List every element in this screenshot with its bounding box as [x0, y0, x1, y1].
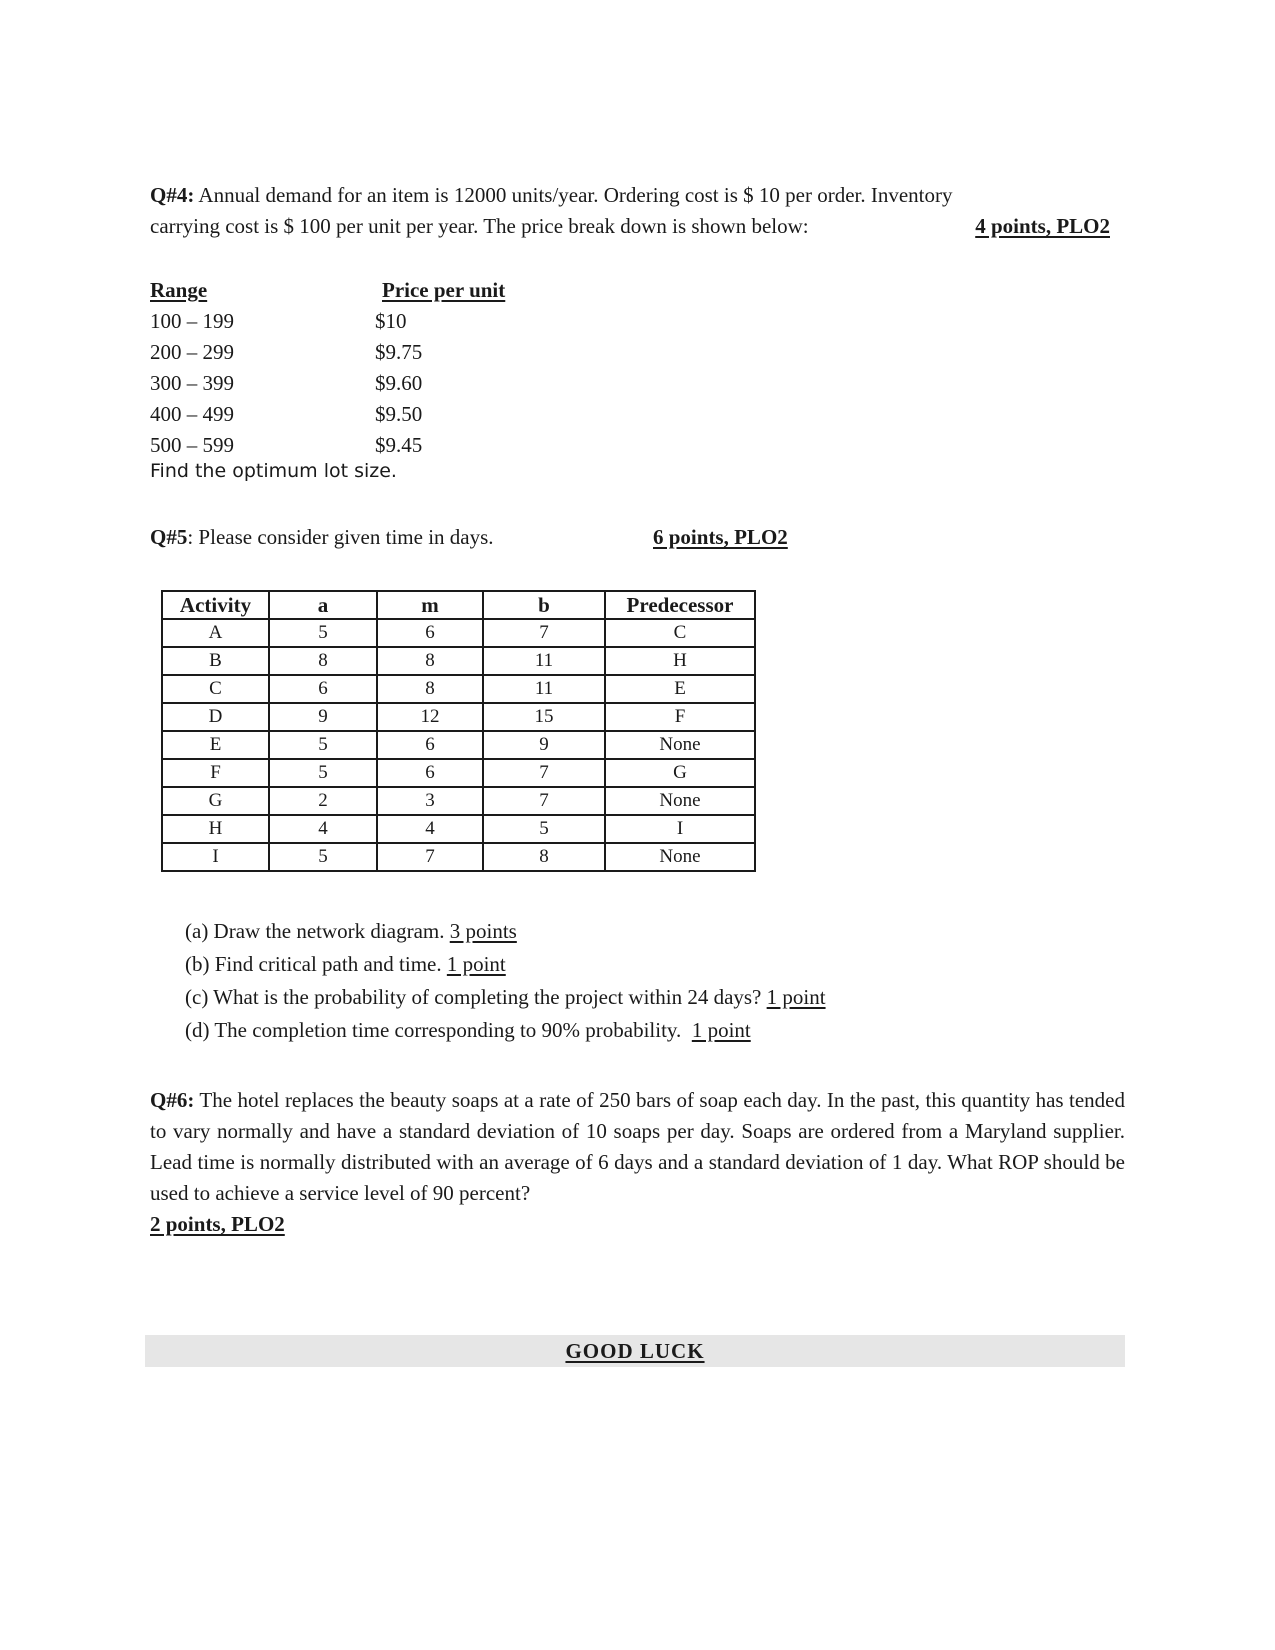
q4-label: Q#4:	[150, 183, 195, 207]
predecessor-cell: E	[605, 675, 755, 703]
part-points: 1 point	[691, 1018, 751, 1042]
b-cell: 5	[483, 815, 605, 843]
b-cell: 8	[483, 843, 605, 871]
part-text: (c) What is the probability of completing the project within 24 days?	[185, 985, 767, 1009]
m-cell: 8	[377, 675, 483, 703]
activity-cell: H	[162, 815, 269, 843]
predecessor-cell: None	[605, 731, 755, 759]
a-cell: 5	[269, 759, 377, 787]
price-cell: $9.50	[375, 402, 423, 426]
m-cell: 6	[377, 731, 483, 759]
part-text: (a) Draw the network diagram.	[185, 919, 450, 943]
b-cell: 15	[483, 703, 605, 731]
range-cell: 400 – 499	[150, 402, 234, 426]
part-points: 3 points	[449, 919, 517, 943]
activity-table-header	[162, 591, 755, 619]
predecessor-cell: C	[605, 619, 755, 647]
m-cell: 4	[377, 815, 483, 843]
price-row	[150, 399, 550, 430]
b-cell: 7	[483, 787, 605, 815]
table-row	[162, 787, 755, 815]
a-cell: 4	[269, 815, 377, 843]
predecessor-cell: F	[605, 703, 755, 731]
price-cell: $9.75	[375, 340, 423, 364]
part-points: 1 point	[446, 952, 506, 976]
b-cell: 7	[483, 759, 605, 787]
range-cell: 300 – 399	[150, 371, 234, 395]
part-text: (d) The completion time corresponding to 90% probability.	[185, 1018, 692, 1042]
price-row	[150, 368, 550, 399]
col-m: m	[377, 591, 483, 619]
table-row	[162, 759, 755, 787]
table-row	[162, 703, 755, 731]
range-cell: 100 – 199	[150, 309, 234, 333]
a-cell: 5	[269, 843, 377, 871]
question-part	[185, 981, 826, 1014]
q5-points: 6 points, PLO2	[653, 525, 788, 549]
b-cell: 9	[483, 731, 605, 759]
predecessor-cell: G	[605, 759, 755, 787]
price-break-table	[150, 275, 550, 461]
q4-line-1	[150, 180, 1110, 211]
q6-points: 2 points, PLO2	[150, 1212, 285, 1236]
question-5	[150, 525, 820, 550]
activity-cell: G	[162, 787, 269, 815]
a-cell: 8	[269, 647, 377, 675]
activity-cell: E	[162, 731, 269, 759]
question-4	[150, 180, 1110, 242]
price-cell: $10	[375, 309, 407, 333]
table-row	[162, 647, 755, 675]
m-cell: 6	[377, 619, 483, 647]
price-row	[150, 337, 550, 368]
range-cell: 200 – 299	[150, 340, 234, 364]
m-cell: 8	[377, 647, 483, 675]
q5-text: : Please consider given time in days.	[187, 525, 494, 549]
price-cell: $9.45	[375, 433, 423, 457]
price-header: Price per unit	[382, 278, 506, 302]
predecessor-cell: None	[605, 787, 755, 815]
range-header: Range	[150, 278, 208, 302]
q4-text-2: carrying cost is $ 100 per unit per year. The price break down is shown below:	[150, 214, 809, 238]
activity-cell: A	[162, 619, 269, 647]
q4-points: 4 points, PLO2	[975, 214, 1110, 238]
question-part	[185, 948, 826, 981]
activity-cell: B	[162, 647, 269, 675]
a-cell: 6	[269, 675, 377, 703]
predecessor-cell: H	[605, 647, 755, 675]
activity-cell: I	[162, 843, 269, 871]
col-predecessor: Predecessor	[605, 591, 755, 619]
question-part	[185, 1014, 826, 1047]
table-row	[162, 731, 755, 759]
m-cell: 7	[377, 843, 483, 871]
b-cell: 11	[483, 675, 605, 703]
activity-cell: F	[162, 759, 269, 787]
good-luck-banner	[145, 1335, 1125, 1367]
range-cell: 500 – 599	[150, 433, 234, 457]
q6-text: The hotel replaces the beauty soaps at a rate of 250 bars of soap each day. In the past, this quantity has tended to vary normally and have a standard deviation of 10 soaps per day. Soaps are ordered from a Maryland supplier. Lead time is normally distributed with an average of 6 days and a standard deviation of 1 day. What ROP should be used to achieve a service level of 90 percent?	[150, 1088, 1125, 1205]
table-row	[162, 843, 755, 871]
part-points: 1 point	[766, 985, 826, 1009]
price-row	[150, 430, 550, 461]
price-row	[150, 306, 550, 337]
q5-parts	[185, 915, 826, 1047]
col-b: b	[483, 591, 605, 619]
m-cell: 3	[377, 787, 483, 815]
predecessor-cell: None	[605, 843, 755, 871]
activity-table	[161, 590, 756, 872]
table-row	[162, 675, 755, 703]
m-cell: 6	[377, 759, 483, 787]
activity-cell: D	[162, 703, 269, 731]
q5-label: Q#5	[150, 525, 188, 549]
activity-cell: C	[162, 675, 269, 703]
b-cell: 11	[483, 647, 605, 675]
q4-find-instruction: Find the optimum lot size.	[150, 460, 397, 482]
good-luck-text: GOOD LUCK	[565, 1339, 705, 1363]
col-activity: Activity	[162, 591, 269, 619]
m-cell: 12	[377, 703, 483, 731]
a-cell: 9	[269, 703, 377, 731]
b-cell: 7	[483, 619, 605, 647]
predecessor-cell: I	[605, 815, 755, 843]
q4-line-2	[150, 211, 1110, 242]
a-cell: 5	[269, 731, 377, 759]
a-cell: 5	[269, 619, 377, 647]
price-table-header	[150, 275, 550, 306]
part-text: (b) Find critical path and time.	[185, 952, 447, 976]
a-cell: 2	[269, 787, 377, 815]
question-6	[150, 1085, 1125, 1240]
col-a: a	[269, 591, 377, 619]
q4-text-1: Annual demand for an item is 12000 units/year. Ordering cost is $ 10 per order. Inventory	[194, 183, 953, 207]
table-row	[162, 815, 755, 843]
q6-label: Q#6:	[150, 1088, 195, 1112]
table-row	[162, 619, 755, 647]
price-cell: $9.60	[375, 371, 423, 395]
question-part	[185, 915, 826, 948]
